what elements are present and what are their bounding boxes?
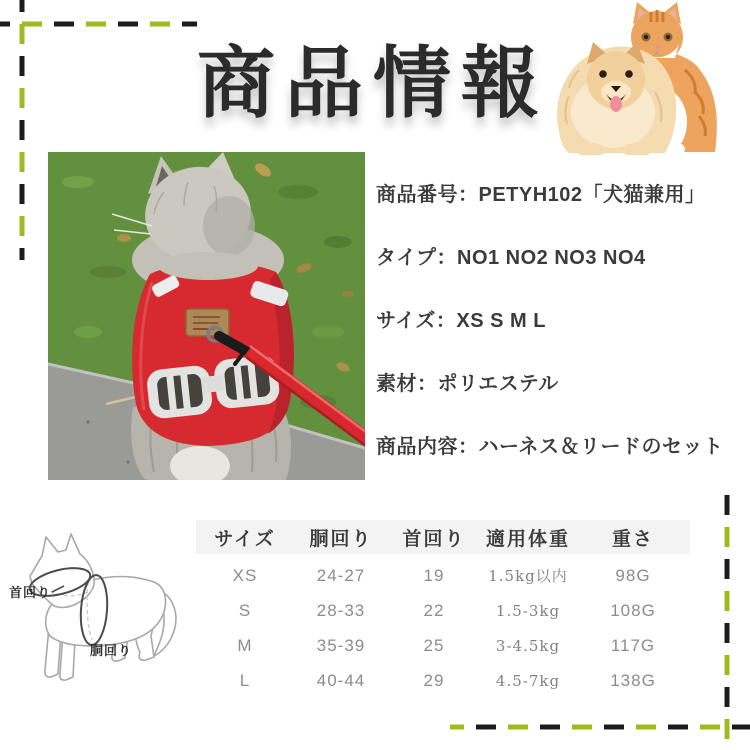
detail-line-size (376, 304, 748, 332)
detail-value: ポリエステル (437, 373, 559, 395)
table-row-xs (196, 558, 690, 593)
cell-girth: 28-33 (316, 600, 366, 620)
cell-weight-range: 3-4.5kg (495, 636, 561, 655)
header-weight-range: 適用体重 (485, 528, 570, 550)
cell-girth: 24-27 (316, 565, 366, 585)
detail-label: サイズ (376, 310, 436, 332)
detail-label: タイプ (376, 247, 437, 269)
detail-line-item-number (376, 178, 748, 206)
cell-item-weight: 117G (610, 635, 656, 655)
cell-size: XS (232, 565, 258, 585)
cell-neck: 22 (423, 600, 445, 620)
size-chart-body (196, 558, 690, 698)
detail-label: 素材 (376, 373, 417, 395)
detail-separator: ： (458, 184, 479, 206)
dog-outline-drawing (0, 510, 205, 748)
neck-measure-label: 首回り (9, 585, 52, 600)
cell-weight-range: 4.5-7kg (495, 671, 561, 690)
detail-line-contents (376, 430, 748, 458)
cell-item-weight: 138G (610, 670, 656, 690)
cell-size: L (239, 670, 251, 690)
cell-item-weight: 108G (610, 600, 656, 620)
cell-neck: 19 (423, 565, 445, 585)
detail-separator: ： (458, 436, 479, 458)
detail-value: NO1 NO2 NO3 NO4 (457, 247, 646, 269)
header-neck: 首回り (402, 528, 466, 550)
cell-neck: 29 (423, 670, 445, 690)
cell-size: S (238, 600, 252, 620)
page-title: 商品情報 (197, 39, 550, 127)
hero-cat-and-dog-photo (545, 0, 750, 155)
detail-value: ハーネス＆リードのセット (478, 436, 724, 458)
girth-measure-label: 胴回り (90, 643, 133, 658)
header-girth: 胴回り (309, 528, 373, 550)
detail-label: 商品番号 (376, 184, 458, 206)
table-row-m (196, 628, 690, 663)
detail-line-material (376, 367, 748, 395)
detail-separator: ： (435, 310, 457, 332)
cell-item-weight: 98G (615, 565, 651, 585)
measurement-diagram (0, 510, 205, 748)
detail-line-type (376, 241, 748, 269)
detail-separator: ： (436, 247, 457, 269)
product-photo-cat-red-harness (48, 152, 365, 480)
detail-value: PETYH102「犬猫兼用」 (478, 184, 706, 206)
detail-separator: ： (417, 373, 438, 395)
table-row-l (196, 663, 690, 698)
size-chart-header-row (196, 520, 690, 554)
cell-girth: 40-44 (316, 670, 366, 690)
header-item-weight: 重さ (611, 528, 654, 550)
detail-value: XS S M L (456, 310, 546, 332)
header-size: サイズ (214, 528, 276, 550)
size-chart-table (196, 520, 690, 698)
product-details (376, 178, 748, 493)
cell-neck: 25 (423, 635, 445, 655)
cell-weight-range: 1.5-3kg (495, 601, 561, 620)
cell-size: M (237, 635, 253, 655)
table-row-s (196, 593, 690, 628)
cell-weight-range: 1.5kg以内 (488, 567, 568, 585)
detail-label: 商品内容 (376, 436, 458, 458)
cell-girth: 35-39 (316, 635, 366, 655)
